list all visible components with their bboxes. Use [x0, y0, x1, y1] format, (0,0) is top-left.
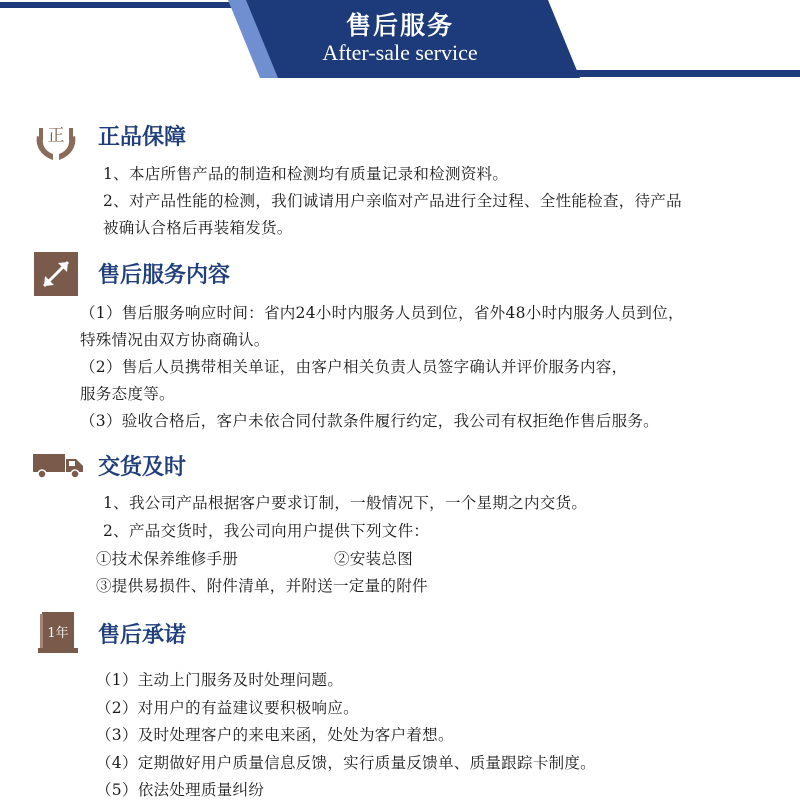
text-line: 服务态度等。	[80, 385, 175, 403]
icon-zheng-char: 正	[47, 126, 65, 146]
text-line: 被确认合格后再装箱发货。	[103, 219, 293, 237]
section-title: 正品保障	[98, 125, 187, 150]
header-banner	[0, 0, 800, 82]
text-line: （3）及时处理客户的来电来函，处处为客户着想。	[96, 726, 454, 744]
text-line: 1、本店所售产品的制造和检测均有质量记录和检测资料。	[103, 165, 509, 183]
text-line: 2、产品交货时，我公司向用户提供下列文件：	[103, 522, 430, 540]
section-title: 售后服务内容	[98, 263, 231, 288]
text-line: （1）售后服务响应时间：省内24小时内服务人员到位，省外48小时内服务人员到位，	[80, 304, 684, 322]
one-year-book-icon	[38, 612, 78, 654]
text-line: ③提供易损件、附件清单，并附送一定量的附件	[96, 577, 428, 595]
text-line: 2、对产品性能的检测，我们诚请用户亲临对产品进行全过程、全性能检查，待产品	[103, 192, 682, 210]
text-line: （5）依法处理质量纠纷	[96, 781, 265, 799]
text-line: （1）主动上门服务及时处理问题。	[96, 671, 344, 689]
text-line: （3）验收合格后，客户未依合同付款条件履行约定，我公司有权拒绝作售后服务。	[80, 412, 659, 430]
text-line: （2）对用户的有益建议要积极响应。	[96, 699, 359, 717]
icon-year-text: 1年	[47, 626, 69, 641]
banner-title: 售后服务	[345, 11, 454, 40]
text-line: ②安装总图	[334, 550, 414, 568]
text-line: 1、我公司产品根据客户要求订制，一般情况下，一个星期之内交货。	[103, 494, 588, 512]
section-title: 交货及时	[98, 455, 187, 480]
delivery-truck-icon	[33, 452, 85, 480]
section-title: 售后承诺	[98, 623, 187, 648]
text-line: 特殊情况由双方协商确认。	[80, 331, 270, 349]
banner-subtitle: After-sale service	[322, 40, 478, 65]
hands-zheng-icon	[33, 114, 79, 164]
text-line: （4）定期做好用户质量信息反馈，实行质量反馈单、质量跟踪卡制度。	[96, 754, 596, 772]
text-line: ①技术保养维修手册	[96, 550, 239, 568]
text-line: （2）售后人员携带相关单证，由客户相关负责人员签字确认并评价服务内容，	[80, 358, 628, 376]
resize-arrow-icon	[34, 252, 78, 296]
